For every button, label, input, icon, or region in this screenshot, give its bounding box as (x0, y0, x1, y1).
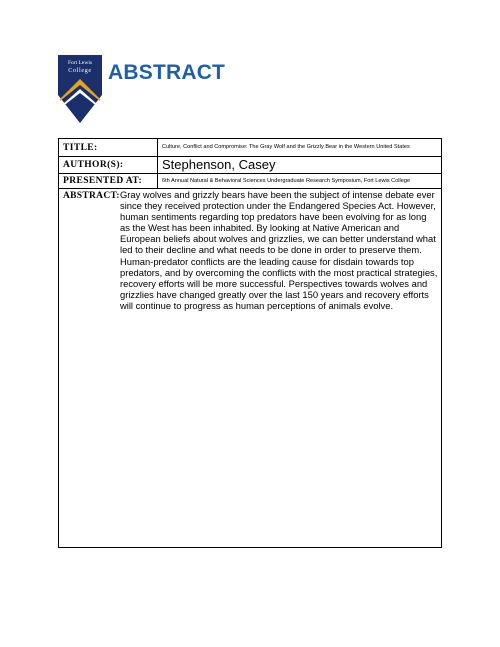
logo-line2: College (68, 67, 92, 74)
presented-label: PRESENTED AT: (63, 176, 143, 186)
abstract-form (58, 138, 442, 548)
author-row (59, 157, 441, 174)
fort-lewis-college-logo (58, 55, 102, 123)
abstract-text: Gray wolves and grizzly bears have been the subject of intense debate ever since they received protection under the Endangered Species Act. However, human sentiments regarding top predators have been evolving for as long as the West has been inhabited. By looking at Native American and European beliefs about wolves and grizzlies, we can better understand what led to their decline and what needs to be done in order to preserve them. Human-predator conflicts are the leading cause for disdain towards top predators, and by overcoming the conflicts with the most practical strategies, recovery efforts will be more successful. Perspectives towards wolves and grizzlies have changed greatly over the last 150 years and recovery efforts will continue to progress as human perceptions of animals evolve. (120, 189, 438, 311)
presented-row (59, 174, 441, 189)
title-row (59, 139, 441, 157)
logo-shield-icon (58, 55, 102, 123)
title-value: Culture, Conflict and Compromise: The Gray Wolf and the Grizzly Bear in the Western United States (162, 144, 410, 150)
presented-value: 6th Annual Natural & Behavioral Sciences Undergraduate Research Symposium, Fort Lewis College (162, 178, 411, 184)
page-title: ABSTRACT (108, 61, 226, 84)
title-label: TITLE: (63, 143, 98, 153)
author-label: AUTHOR(S): (63, 160, 124, 170)
author-value: Stephenson, Casey (162, 157, 276, 172)
logo-line1: Fort Lewis (68, 60, 92, 66)
abstract-label: ABSTRACT: (63, 191, 120, 201)
